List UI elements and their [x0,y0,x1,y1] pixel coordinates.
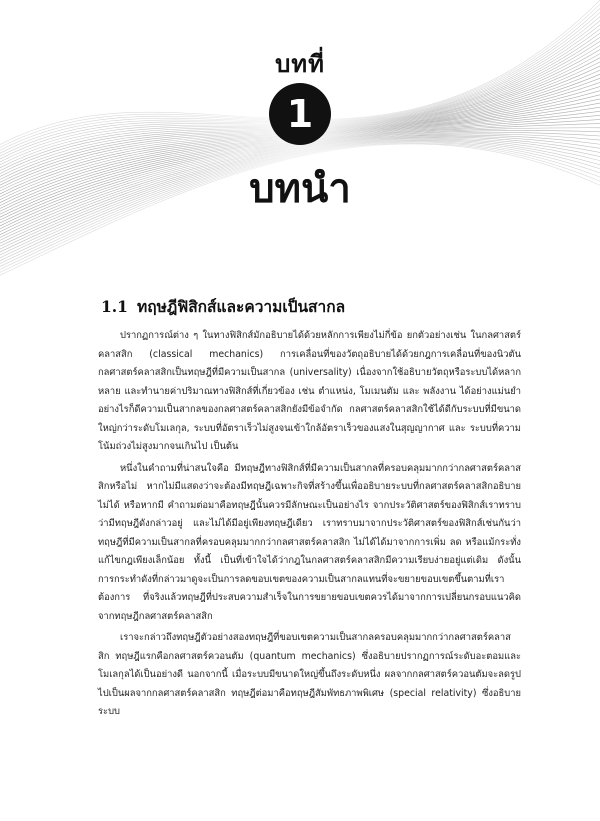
section-heading [101,294,345,319]
paragraph: ปรากฏการณ์ต่าง ๆ ในทางฟิสิกส์มักอธิบายได้ด้วยหลักการเพียงไม่กี่ข้อ ยกตัวอย่างเช่น ในกลศาสตร์คลาสสิก (classical mechanics) การเคลื่อนที่ของวัตถุอธิบายได้ด้วยกฎการเคลื่อนที่ของนิวตัน กลศาสตร์คลาสสิกเป็นทฤษฎีที่มีความเป็นสากล (universality) เนื่องจากใช้อธิบายวัตถุหรือระบบได้หลากหลาย และทำนายค่าปริมาณทางฟิสิกส์ที่เกี่ยวข้อง เช่น ตำแหน่ง, โมเมนตัม และ พลังงาน ได้อย่างแม่นยำ อย่างไรก็ดีความเป็นสากลของกลศาสตร์คลาสสิกยังมีข้อจำกัด กลศาสตร์คลาสสิกใช้ได้ดีกับระบบที่มีขนาดใหญ่กว่าระดับโมเลกุล, ระบบที่อัตราเร็วไม่สูงจนเข้าใกล้อัตราเร็วของแสงในสุญญากาศ และ ระบบที่ความโน้มถ่วงไม่สูงมากจนเกินไป เป็นต้น [98,330,521,452]
section-title: ทฤษฎีฟิสิกส์และความเป็นสากล [137,297,346,316]
chapter-number-badge: 1 [269,83,331,145]
paragraph: หนึ่งในคำถามที่น่าสนใจคือ มีทฤษฎีทางฟิสิกส์ที่มีความเป็นสากลที่ครอบคลุมมากกว่ากลศาสตร์คลาสสิกหรือไม่ หากไม่มีแสดงว่าจะต้องมีทฤษฎีเฉพาะกิจที่สร้างขึ้นเพื่ออธิบายระบบที่กลศาสตร์คลาสสิกอธิบายไม่ได้ หรือหากมี คำถามต่อมาคือทฤษฎีนั้นควรมีลักษณะเป็นอย่างไร จากประวัติศาสตร์ของฟิสิกส์เราทราบว่ามีทฤษฎีดังกล่าวอยู่ และไม่ได้มีอยู่เพียงทฤษฎีเดียว เราทราบมาจากประวัติศาสตร์ของฟิสิกส์เช่นกันว่าทฤษฎีที่มีความเป็นสากลที่ครอบคลุมมากกว่ากลศาสตร์คลาสสิก ไม่ได้ได้มาจากการเพิ่ม ลด หรือแม้กระทั่งแก้ไขกฎเพียงเล็กน้อย ทั้งนี้ เป็นที่เข้าใจได้ว่ากฎในกลศาสตร์คลาสสิกมีความเรียบง่ายอยู่แต่เดิม ดังนั้น การกระทำดังที่กล่าวมาดูจะเป็นการลดขอบเขตของความเป็นสากลแทนที่จะขยายขอบเขตขึ้นตามที่เราต้องการ ที่จริงแล้วทฤษฎีที่ประสบความสำเร็จในการขยายขอบเขตควรได้มาจากการเปลี่ยนกรอบแนวคิดจากทฤษฎีกลศาสตร์คลาสสิก [98,462,521,622]
chapter-title: บทนำ [249,166,351,212]
section-number: 1.1 [101,297,128,316]
paragraph: เราจะกล่าวถึงทฤษฎีตัวอย่างสองทฤษฎีที่ขอบเขตความเป็นสากลครอบคลุมมากกว่ากลศาสตร์คลาสสิก ทฤษฎีแรกคือกลศาสตร์ควอนตัม (quantum mechanics) ซึ่งอธิบายปรากฏการณ์ระดับอะตอมและโมเลกุลได้เป็นอย่างดี นอกจากนี้ เมื่อระบบมีขนาดใหญ่ขึ้นถึงระดับหนึ่ง ผลจากกลศาสตร์ควอนตัมจะลดรูปไปเป็นผลจากกลศาสตร์คลาสสิก ทฤษฎีต่อมาคือทฤษฎีสัมพัทธภาพพิเศษ (special relativity) ซึ่งอธิบายระบบ [98,632,521,717]
body-text [98,327,521,725]
chapter-label: บทที่ [275,50,325,78]
